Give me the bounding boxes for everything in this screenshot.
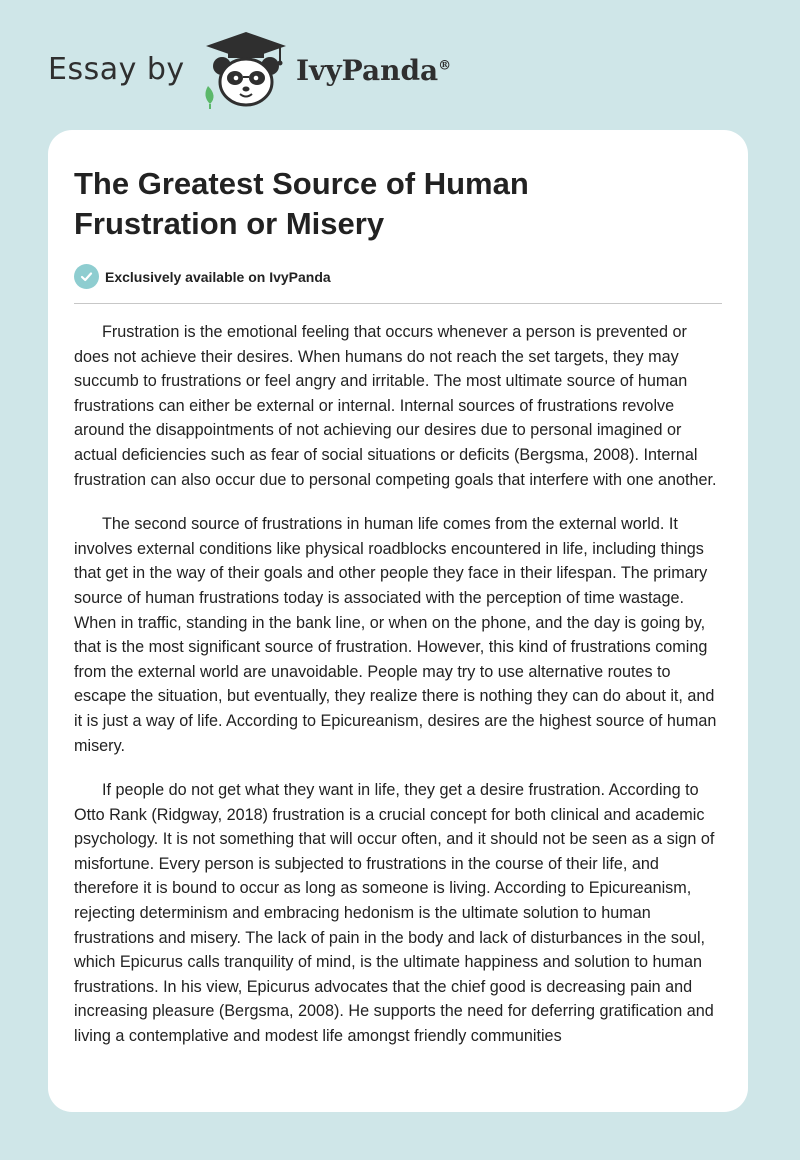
- check-icon: [74, 264, 99, 289]
- brand-name[interactable]: IvyPanda®: [296, 54, 452, 87]
- essay-body: [74, 320, 724, 1069]
- registered-mark: ®: [438, 58, 452, 74]
- paragraph: If people do not get what they want in life, they get a desire frustration. According to Otto Rank (Ridgway, 2018) frustration is a crucial concept for both clinical and academic psychology. It is not something that will occur often, and it should not be seen as a sign of misfortune. Every person is subjected to frustrations in the course of their life, and therefore it is bound to occur as long as someone is living. According to Epicureanism, rejecting determinism and embracing hedonism is the ultimate solution to human frustrations and misery. The lack of pain in the body and lack of disturbances in the soul, which Epicurus calls tranquility of mind, is the ultimate happiness and solution to human frustrations. In his view, Epicurus advocates that the chief good is decreasing pain and increasing pleasure (Bergsma, 2008). He supports the need for deferring gratification and living a contemplative and modest life amongst friendly communities: [74, 781, 715, 1046]
- site-header: [48, 30, 468, 110]
- essay-card: [48, 130, 748, 1112]
- badge-text: Exclusively available on IvyPanda: [105, 268, 331, 285]
- paragraph: The second source of frustrations in human life comes from the external world. It involves external conditions like physical roadblocks encountered in life, including things that get in the way of their goals and other people they face in their lifespan. The primary source of human frustrations today is associated with the perception of time wastage. When in traffic, standing in the bank line, or when on the phone, and the day is going by, that is the most significant source of frustration. However, this kind of frustrations coming from the external world are unavoidable. People may try to use alternative routes to escape the situation, but eventually, they realize there is nothing they can do about it, and it is just a way of life. According to Epicureanism, desires are the highest source of human misery.: [74, 515, 717, 755]
- brand-prefix: Essay by: [48, 52, 185, 87]
- exclusive-badge: [74, 264, 331, 289]
- page-title: The Greatest Source of Human Frustration or Misery: [74, 166, 529, 241]
- divider: [74, 303, 722, 304]
- paragraph: Frustration is the emotional feeling that occurs whenever a person is prevented or does not achieve their desires. When humans do not reach the set targets, they may succumb to frustrations or feel angry and irritable. The most ultimate source of human frustrations can either be external or internal. Internal sources of frustrations revolve around the disappointments of not achieving our desires due to personal imagined or actual deficiencies such as fear of social situations or deficits (Bergsma, 2008). Internal frustration can also occur due to personal competing goals that interfere with one another.: [74, 323, 717, 489]
- panda-logo-icon[interactable]: [200, 30, 292, 110]
